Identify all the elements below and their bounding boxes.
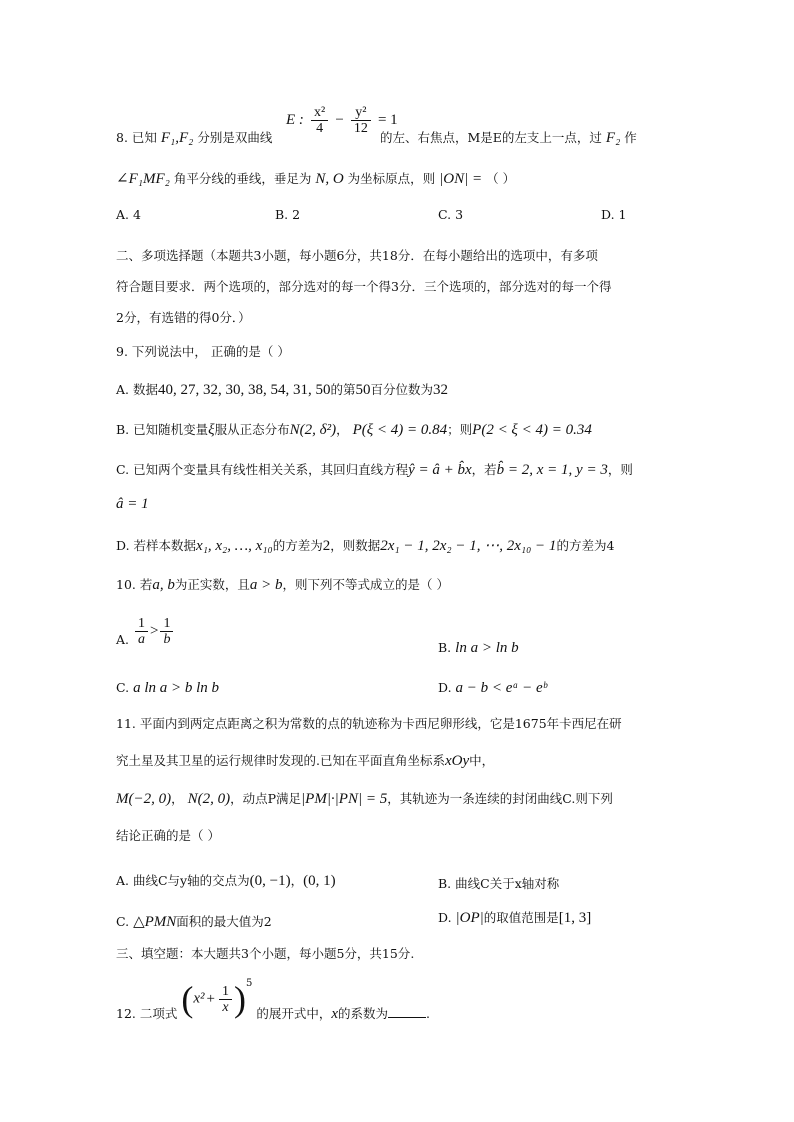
- q9-stem: 9. 下列说法中， 正确的是（ ）: [116, 344, 290, 359]
- q9-b-mid: 服从正态分布: [214, 422, 290, 437]
- q12-frac: [219, 984, 232, 1015]
- q10-a-label: A.: [116, 632, 130, 647]
- q9-a-value: 32: [433, 382, 449, 398]
- q8-line2: [116, 172, 515, 187]
- q8-line1: [116, 131, 272, 146]
- q10-a-frac1-num: 1: [135, 616, 148, 632]
- q8-option-c: C. 3: [438, 207, 464, 222]
- q11-d-prefix: D.: [438, 910, 456, 925]
- q10-c-label: C.: [116, 680, 130, 695]
- q8-option-a: A. 4: [116, 207, 141, 222]
- q9-c-equation: ŷ = â + b̂x: [408, 462, 472, 478]
- q12-frac-den: x: [222, 999, 229, 1015]
- q11-line3-post: ，其轨迹为一条连续的封闭曲线C.则下列: [387, 791, 613, 806]
- section3-line1: 三、填空题：本大题共3个小题，每小题5分，共15分.: [116, 946, 415, 961]
- q8-e-label: E :: [286, 112, 304, 128]
- q11-line2: [116, 754, 494, 769]
- q9-c-mid: ，若: [471, 462, 497, 477]
- q12-line: [116, 978, 430, 1023]
- q9-c-result: â = 1: [116, 496, 149, 512]
- q11-option-c: [116, 912, 272, 931]
- q8-frac2: [351, 105, 371, 136]
- q10-a-frac2-den: b: [163, 632, 171, 647]
- q10-d-label: D.: [438, 680, 452, 695]
- q11-line4: 结论正确的是（ ）: [116, 828, 220, 843]
- q10-condition: a > b: [249, 577, 283, 593]
- q11-a-sep: ，: [290, 873, 304, 888]
- q9-d-data: x₁, x₂, …, x₁₀: [196, 538, 273, 554]
- q9-b-prob2: P(2 < ξ < 4) = 0.34: [472, 422, 592, 438]
- q11-option-b: B. 曲线C关于x轴对称: [438, 876, 560, 891]
- q9-c-post: ，则: [607, 462, 633, 477]
- q10-stem-post: ，则下列不等式成立的是（ ）: [282, 577, 449, 592]
- q9-c-prefix: C. 已知两个变量具有线性相关关系，其回归直线方程: [116, 462, 409, 477]
- q9-a-prefix: A. 数据: [116, 382, 158, 397]
- q10-d-expr: a − b < eᵃ − eᵇ: [455, 680, 547, 696]
- q9-d-data2: 2x₁ − 1, 2x₂ − 1, ⋯, 2x₁₀ − 1: [380, 538, 557, 554]
- q8-angle: ∠F₁MF₂: [116, 171, 170, 187]
- q11-option-d: [438, 908, 591, 927]
- q12-mid: 的展开式中，: [256, 1006, 332, 1021]
- q11-option-a: [116, 871, 336, 890]
- q11-c-prefix: C.: [116, 914, 134, 929]
- q10-a-frac1: [135, 616, 148, 647]
- q8-frac1-num: x²: [311, 105, 328, 121]
- q10-option-d: [438, 680, 547, 697]
- q9-d-prefix: D. 若样本数据: [116, 538, 197, 553]
- q9-a-post: 百分位数为: [370, 382, 434, 397]
- q12-left-paren: (: [181, 979, 194, 1019]
- q11-d-range: [1, 3]: [558, 910, 592, 926]
- q9-option-c-result: [116, 497, 149, 512]
- q9-d-two: 2: [322, 538, 331, 554]
- q8-option-d: D. 1: [601, 207, 627, 222]
- q8-frac2-num: y²: [351, 105, 371, 121]
- q11-line1: 11. 平面内到两定点距离之积为常数的点的轨迹称为卡西尼卵形线，它是1675年卡西尼在研: [116, 716, 622, 731]
- q10-option-c: [116, 680, 219, 697]
- q8-eq-one: = 1: [377, 112, 398, 128]
- q12-x: x: [331, 1006, 339, 1022]
- q9-b-xi: ξ: [208, 422, 215, 438]
- q12-post: 的系数为: [338, 1006, 389, 1021]
- q8-f2: F₂: [605, 130, 621, 146]
- section2-line1: 二、多项选择题（本题共3小题，每小题6分，共18分．在每小题给出的选项中，有多项: [116, 248, 598, 263]
- q9-a-data: 40, 27, 32, 30, 38, 54, 31, 50: [157, 382, 331, 398]
- q8-line1-tail: [380, 131, 637, 146]
- q11-a-point2: (0, 1): [303, 873, 336, 889]
- q10-a-gt: >: [150, 623, 159, 639]
- section2-line2: 符合题目要求．两个选项的，部分选对的每一个得3分．三个选项的，部分选对的每一个得: [116, 279, 612, 294]
- q9-b-distribution: N(2, δ²): [289, 422, 337, 438]
- q11-d-mid: 的取值范围是: [483, 910, 559, 925]
- q11-c-triangle: △PMN: [133, 914, 177, 930]
- q12-right-paren: ): [233, 979, 246, 1019]
- q12-end: .: [426, 1006, 431, 1021]
- q10-a-frac2-num: 1: [160, 616, 173, 632]
- q9-option-d: [116, 539, 614, 554]
- q8-paren: （ ）: [486, 171, 516, 186]
- q11-c-post: 面积的最大值为2: [176, 914, 272, 929]
- q10-c-expr: a ln a > b ln b: [133, 680, 220, 696]
- q9-option-b: [116, 423, 592, 438]
- q12-base: x²: [193, 990, 205, 1007]
- q11-line2-prefix: 究土星及其卫星的运行规律时发现的.已知在平面直角坐标系: [116, 753, 445, 768]
- q9-d-mid: 的方差为: [272, 538, 323, 553]
- q10-b-expr: ln a > ln b: [455, 640, 519, 656]
- q10-stem-prefix: 10. 若: [116, 577, 153, 592]
- q10-stem: [116, 578, 449, 593]
- q10-ab: a, b: [152, 577, 175, 593]
- q8-line2-post: 为坐标原点，则: [347, 171, 436, 186]
- q11-point-n: N(2, 0): [187, 791, 231, 807]
- q9-b-prefix: B. 已知随机变量: [116, 422, 209, 437]
- q11-line3: [116, 792, 613, 807]
- q9-option-a: [116, 383, 448, 398]
- q9-d-mid2: ，则数据: [330, 538, 381, 553]
- q10-b-label: B.: [438, 640, 452, 655]
- q11-line3-mid: ，动点P满足: [230, 791, 302, 806]
- q11-xoy: xOy: [444, 753, 470, 769]
- q12-prefix: 12. 二项式: [116, 1006, 178, 1021]
- q9-b-comma: ，: [336, 422, 349, 437]
- q11-condition: |PM|·|PN| = 5: [301, 791, 388, 807]
- q8-frac1-den: 4: [316, 121, 324, 136]
- q8-on: |ON| =: [439, 171, 483, 187]
- q9-c-condition: b̂ = 2, x = 1, y = 3: [496, 462, 608, 478]
- q10-option-b: [438, 640, 519, 657]
- q8-post: 的左、右焦点，M是E的左支上一点，过: [380, 130, 602, 145]
- q8-end: 作: [624, 130, 637, 145]
- q10-option-a: [116, 616, 175, 647]
- q8-f1f2: F₁,F₂: [160, 130, 194, 146]
- q9-b-prob1: P(ξ < 4) = 0.84: [352, 422, 448, 438]
- q9-d-post: 的方差为4: [556, 538, 615, 553]
- q8-frac1: [311, 105, 328, 136]
- q8-minus: −: [335, 112, 344, 128]
- q11-point-m: M(−2, 0): [116, 791, 172, 807]
- q10-a-frac1-den: a: [138, 632, 145, 647]
- q12-answer-blank[interactable]: [388, 1017, 426, 1018]
- q8-frac2-den: 12: [353, 121, 368, 136]
- q9-b-then: ；则: [447, 422, 473, 437]
- q11-a-point1: (0, −1): [249, 873, 291, 889]
- section2-line3: 2分，有选错的得0分．）: [116, 310, 251, 325]
- q8-line2-mid: 角平分线的垂线，垂足为: [173, 171, 312, 186]
- q11-comma: ，: [171, 791, 184, 806]
- q8-mid: 分别是双曲线: [197, 130, 273, 145]
- q12-exponent: 5: [245, 978, 253, 989]
- q8-no: N, O: [315, 171, 344, 187]
- q10-stem-mid: 为正实数，且: [174, 577, 250, 592]
- q12-frac-num: 1: [219, 984, 232, 1000]
- q11-a-prefix: A. 曲线C与y轴的交点为: [116, 873, 250, 888]
- q10-a-frac2: [160, 616, 173, 647]
- q12-plus: +: [206, 990, 215, 1007]
- q9-a-mid: 的第: [330, 382, 356, 397]
- q11-d-op: |OP|: [455, 910, 484, 926]
- q11-line2-post: 中，: [469, 753, 495, 768]
- q12-binomial: [181, 978, 252, 1020]
- q9-option-c: [116, 463, 633, 478]
- q9-a-percentile: 50: [355, 382, 371, 398]
- q8-prefix: 8. 已知: [116, 130, 157, 145]
- q8-option-b: B. 2: [275, 207, 301, 222]
